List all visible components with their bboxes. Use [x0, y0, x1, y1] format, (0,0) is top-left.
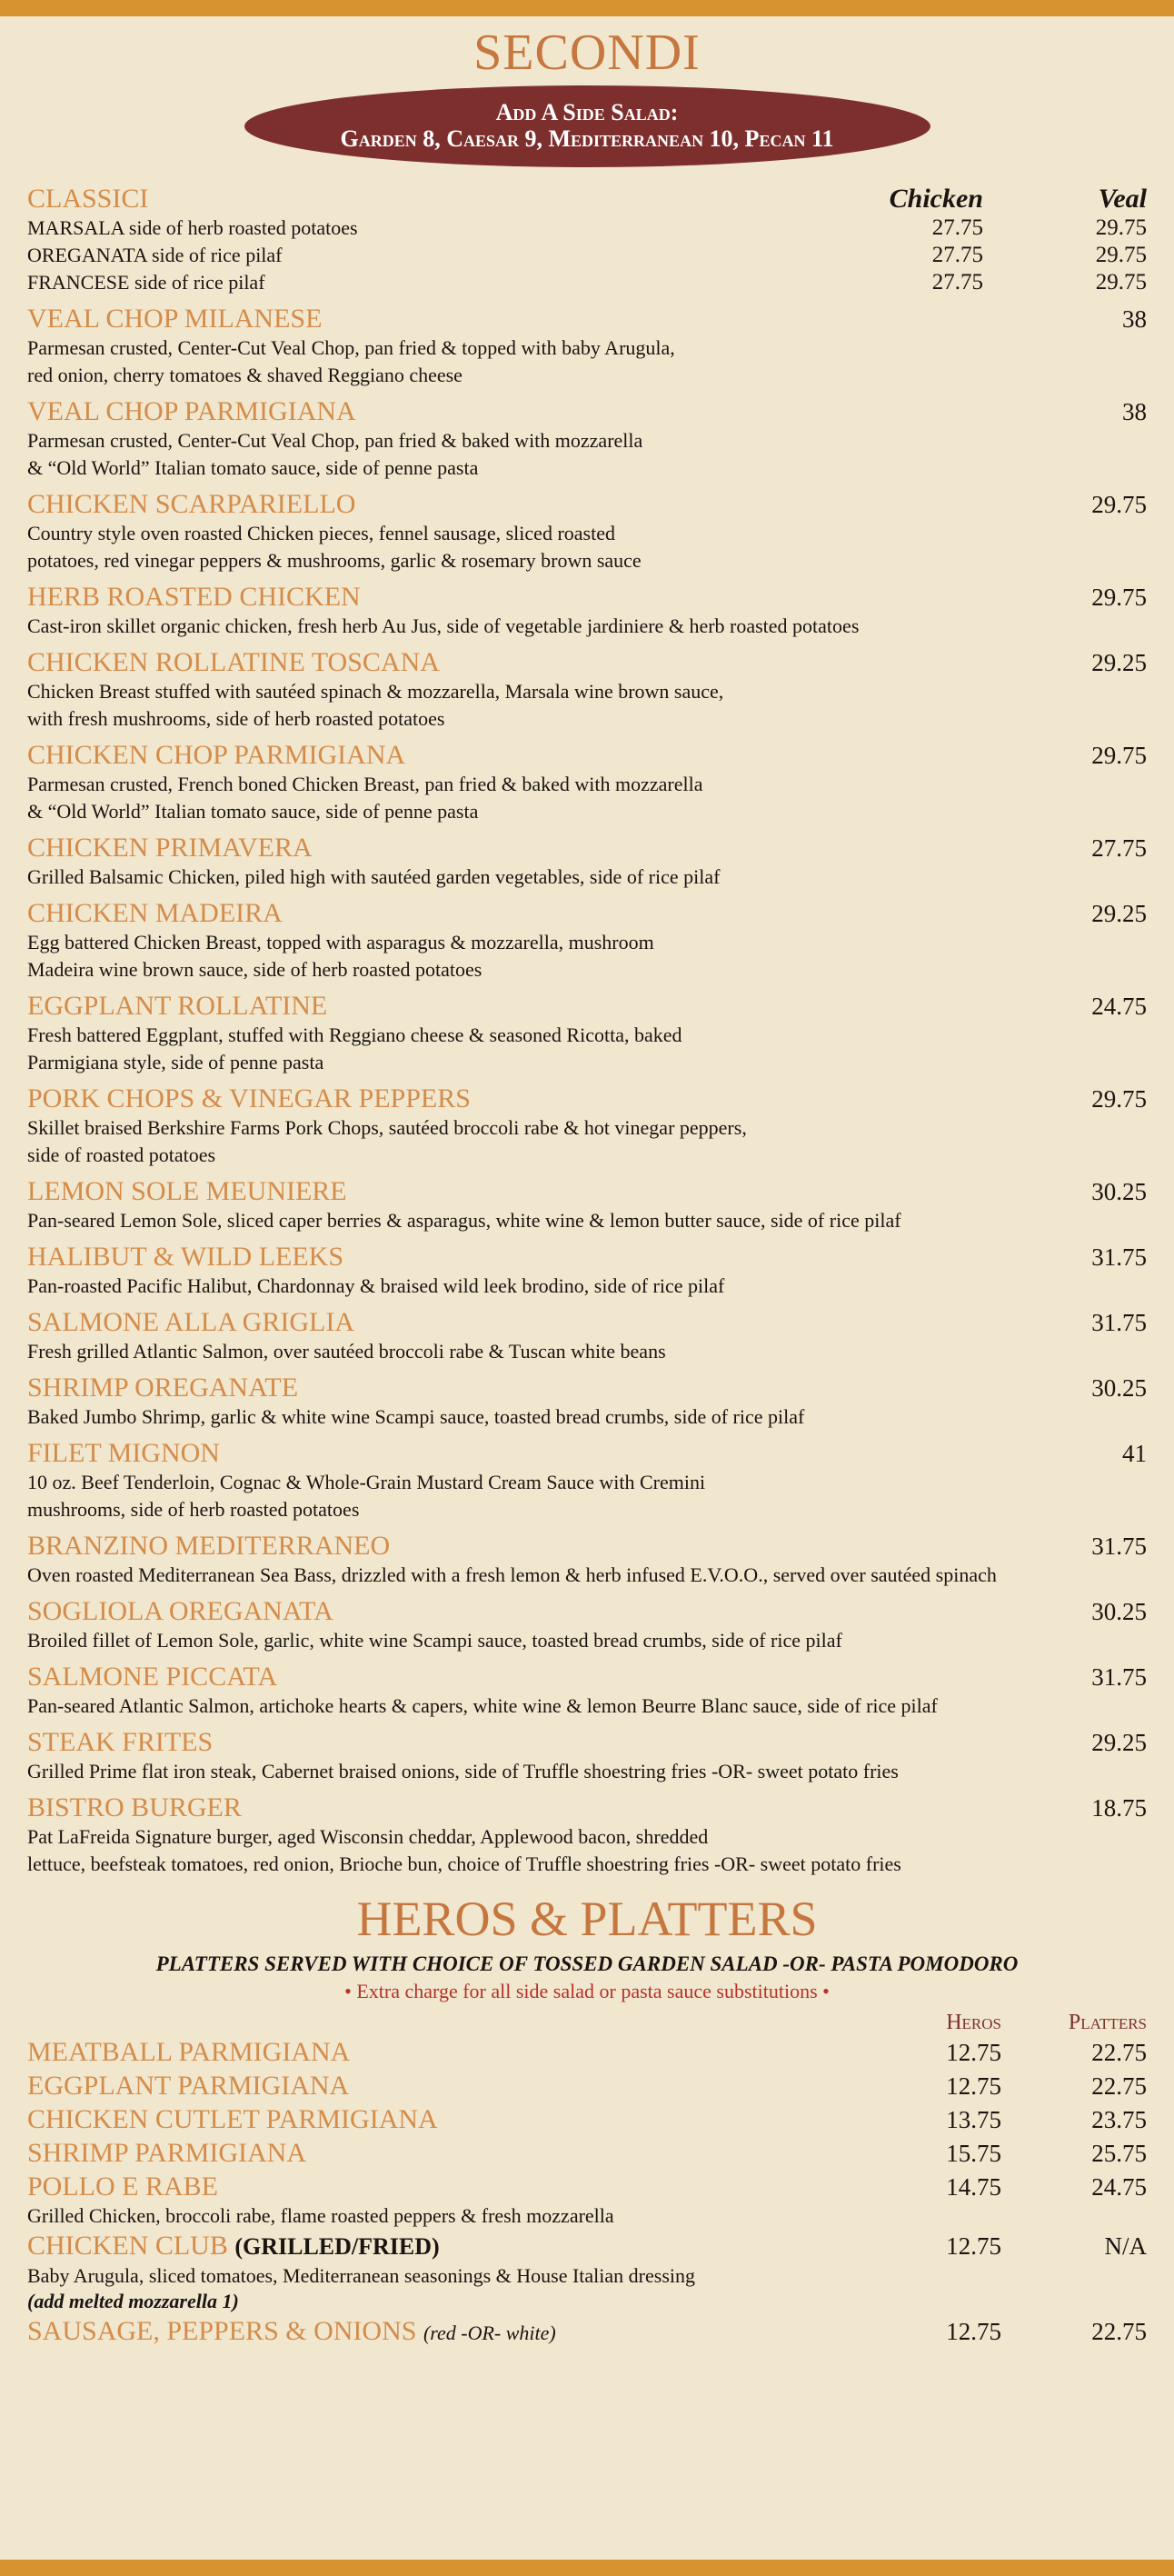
classici-row: [27, 215, 1147, 242]
top-band: [0, 0, 1174, 16]
menu-item-description: Pat LaFreida Signature burger, aged Wisconsin cheddar, Applewood bacon, shredded: [27, 1825, 709, 1848]
menu-item-description: Madeira wine brown sauce, side of herb roasted potatoes: [27, 958, 483, 981]
classici-row-name: OREGANATA side of rice pilaf: [27, 244, 283, 266]
menu-item: [27, 1242, 1147, 1300]
menu-item-name: SALMONE ALLA GRIGLIA: [27, 1307, 354, 1337]
veal-column-header: Veal: [1098, 184, 1147, 214]
menu-item-body: [27, 1727, 1038, 1785]
menu-item-name: VEAL CHOP PARMIGIANA: [27, 396, 356, 426]
menu-item-body: [27, 1083, 1038, 1169]
hero-row: [27, 2035, 1147, 2069]
menu-item-name: LEMON SOLE MEUNIERE: [27, 1176, 347, 1206]
menu-item-body: [27, 1307, 1038, 1365]
veal-price: 29.75: [1095, 215, 1147, 240]
menu-item-name: CHICKEN PRIMAVERA: [27, 833, 313, 863]
menu-item-description: Parmesan crusted, French boned Chicken Breast, pan fried & baked with mozzarella: [27, 773, 703, 795]
menu-item-description: with fresh mushrooms, side of herb roasted potatoes: [27, 707, 445, 730]
heros-section-title: HEROS & PLATTERS: [356, 1892, 818, 1946]
menu-item: [27, 1176, 1147, 1234]
menu-item-body: [27, 1176, 1038, 1234]
chicken-price: 27.75: [931, 270, 983, 295]
heros-list: [27, 2035, 1147, 2350]
menu-item: [27, 1083, 1147, 1169]
menu-item-name: CHICKEN ROLLATINE TOSCANA: [27, 647, 440, 677]
menu-item-body: [27, 1596, 1038, 1654]
platter-price: 22.75: [1091, 2039, 1147, 2066]
menu-item: [27, 304, 1147, 389]
menu-item-price: 24.75: [1091, 993, 1147, 1020]
menu-items-list: [27, 304, 1147, 1878]
bottom-band: [0, 2560, 1174, 2576]
hero-row-sausage: [27, 2314, 1147, 2350]
menu-page: [27, 16, 1147, 2350]
platter-price: 24.75: [1091, 2173, 1147, 2201]
menu-item-name: CHICKEN MADEIRA: [27, 898, 283, 928]
chicken-column-header: Chicken: [889, 184, 983, 214]
menu-item-description: Pan-roasted Pacific Halibut, Chardonnay & braised wild leek brodino, side of rice pilaf: [27, 1274, 725, 1297]
menu-item-price: 29.25: [1091, 900, 1147, 927]
menu-item-body: [27, 304, 1038, 389]
menu-item-description: mushrooms, side of herb roasted potatoes: [27, 1498, 360, 1521]
menu-item-description: Fresh grilled Atlantic Salmon, over sautéed broccoli rabe & Tuscan white beans: [27, 1340, 666, 1363]
veal-price: 29.75: [1095, 270, 1147, 295]
menu-item-body: [27, 1662, 1038, 1720]
menu-item: [27, 1727, 1147, 1785]
menu-item-name: HALIBUT & WILD LEEKS: [27, 1242, 344, 1272]
menu-item-description: Chicken Breast stuffed with sautéed spinach & mozzarella, Marsala wine brown sauce,: [27, 680, 724, 703]
classici-heading: CLASSICI: [27, 184, 149, 214]
menu-item: [27, 1792, 1147, 1878]
menu-item-price: 38: [1122, 398, 1147, 425]
hero-price: 15.75: [946, 2140, 1001, 2167]
platters-note: PLATTERS SERVED WITH CHOICE OF TOSSED GARDEN SALAD -OR- PASTA POMODORO: [155, 1952, 1019, 1975]
chicken-club-addon: (add melted mozzarella 1): [27, 2290, 239, 2312]
classici-row: [27, 242, 1147, 269]
hero-row: [27, 2170, 1147, 2203]
menu-item-price: 31.75: [1091, 1663, 1147, 1691]
menu-item-description: Skillet braised Berkshire Farms Pork Chops, sautéed broccoli rabe & hot vinegar peppers,: [27, 1116, 747, 1139]
menu-item: [27, 1662, 1147, 1720]
sausage-name: SAUSAGE, PEPPERS & ONIONS: [27, 2316, 417, 2346]
menu-item-description: Cast-iron skillet organic chicken, fresh herb Au Jus, side of vegetable jardiniere & herb roasted potatoes: [27, 614, 860, 637]
menu-item: [27, 1307, 1147, 1365]
menu-item-description: Country style oven roasted Chicken pieces, fennel sausage, sliced roasted: [27, 522, 615, 544]
veal-price: 29.75: [1095, 243, 1147, 267]
menu-item-description: Grilled Prime flat iron steak, Cabernet braised onions, side of Truffle shoestring fries -OR- sweet potato fries: [27, 1760, 899, 1782]
hero-row-chicken-club: [27, 2229, 1147, 2263]
menu-item-body: [27, 489, 1038, 574]
classici-row: [27, 269, 1147, 296]
menu-item-description: potatoes, red vinegar peppers & mushrooms, garlic & rosemary brown sauce: [27, 549, 642, 572]
substitution-note: • Extra charge for all side salad or pasta sauce substitutions •: [344, 1980, 830, 2002]
side-salad-heading: Add A Side Salad:: [495, 99, 679, 125]
menu-item-name: BRANZINO MEDITERRANEO: [27, 1531, 391, 1561]
hero-price: 12.75: [946, 2232, 1001, 2260]
menu-item-name: EGGPLANT ROLLATINE: [27, 991, 328, 1021]
menu-item-name: VEAL CHOP MILANESE: [27, 304, 323, 334]
menu-item-name: BISTRO BURGER: [27, 1792, 242, 1822]
menu-item-description: Pan-seared Lemon Sole, sliced caper berries & asparagus, white wine & lemon butter sauce, side of rice pilaf: [27, 1209, 901, 1232]
hero-price: 13.75: [946, 2106, 1001, 2133]
hero-name: EGGPLANT PARMIGIANA: [27, 2071, 350, 2101]
hero-name: [27, 2314, 910, 2350]
heros-column-header: Heros: [946, 2011, 1001, 2034]
chicken-club-name: CHICKEN CLUB: [27, 2231, 228, 2261]
menu-item-price: 29.75: [1091, 491, 1147, 518]
menu-item-price: 29.75: [1091, 1085, 1147, 1113]
menu-item-price: 38: [1122, 305, 1147, 333]
menu-item: [27, 991, 1147, 1076]
chicken-price: 27.75: [931, 243, 983, 267]
menu-item-description: & “Old World” Italian tomato sauce, side of penne pasta: [27, 456, 479, 479]
menu-item-body: [27, 1438, 1038, 1523]
menu-item-description: Pan-seared Atlantic Salmon, artichoke hearts & capers, white wine & lemon Beurre Blanc sauce, side of rice pilaf: [27, 1694, 938, 1717]
menu-item-description: Oven roasted Mediterranean Sea Bass, drizzled with a fresh lemon & herb infused E.V.O.O., served over sautéed spinach: [27, 1563, 997, 1586]
hero-price: 12.75: [946, 2318, 1001, 2345]
menu-item: [27, 1373, 1147, 1431]
hero-name: [27, 2229, 910, 2263]
menu-item-description: red onion, cherry tomatoes & shaved Reggiano cheese: [27, 364, 463, 386]
menu-item-body: [27, 740, 1038, 825]
menu-item-description: side of roasted potatoes: [27, 1143, 216, 1166]
menu-item-price: 41: [1122, 1440, 1147, 1467]
platter-price: N/A: [1104, 2232, 1147, 2260]
hero-price: 14.75: [946, 2173, 1001, 2201]
menu-item-body: [27, 1531, 1038, 1589]
side-salad-banner: [244, 85, 930, 167]
menu-item-price: 30.25: [1091, 1598, 1147, 1625]
menu-item-description: Parmigiana style, side of penne pasta: [27, 1051, 324, 1073]
menu-item-description: 10 oz. Beef Tenderloin, Cognac & Whole-Grain Mustard Cream Sauce with Cremini: [27, 1471, 706, 1493]
menu-item: [27, 1531, 1147, 1589]
menu-item-body: [27, 898, 1038, 983]
menu-item-price: 30.25: [1091, 1374, 1147, 1402]
menu-item: [27, 1438, 1147, 1523]
platter-price: 23.75: [1091, 2106, 1147, 2133]
menu-item-name: SALMONE PICCATA: [27, 1662, 278, 1692]
sausage-suffix: (red -OR- white): [423, 2321, 556, 2344]
menu-item: [27, 647, 1147, 733]
menu-item-body: [27, 396, 1038, 482]
menu-item-body: [27, 1792, 1038, 1878]
menu-item-name: PORK CHOPS & VINEGAR PEPPERS: [27, 1083, 471, 1113]
menu-item: [27, 833, 1147, 891]
hero-row: [27, 2136, 1147, 2170]
page-title: SECONDI: [473, 25, 701, 81]
platters-column-header: Platters: [1068, 2011, 1147, 2034]
menu-item-price: 31.75: [1091, 1243, 1147, 1271]
menu-item: [27, 1596, 1147, 1654]
menu-item-name: SHRIMP OREGANATE: [27, 1373, 299, 1403]
menu-item-description: Parmesan crusted, Center-Cut Veal Chop, pan fried & baked with mozzarella: [27, 429, 643, 452]
menu-item-price: 29.75: [1091, 742, 1147, 769]
menu-item-description: & “Old World” Italian tomato sauce, side of penne pasta: [27, 800, 479, 823]
menu-item: [27, 898, 1147, 983]
chicken-price: 27.75: [931, 215, 983, 240]
menu-item-price: 29.25: [1091, 649, 1147, 676]
menu-item-description: Egg battered Chicken Breast, topped with asparagus & mozzarella, mushroom: [27, 931, 654, 954]
hero-price: 12.75: [946, 2072, 1001, 2100]
menu-item-price: 31.75: [1091, 1309, 1147, 1336]
menu-item-description: Parmesan crusted, Center-Cut Veal Chop, pan fried & topped with baby Arugula,: [27, 336, 675, 359]
menu-item-name: HERB ROASTED CHICKEN: [27, 582, 361, 612]
menu-item-body: [27, 582, 1038, 640]
menu-item-description: Fresh battered Eggplant, stuffed with Reggiano cheese & seasoned Ricotta, baked: [27, 1023, 682, 1046]
menu-item-name: SOGLIOLA OREGANATA: [27, 1596, 333, 1626]
hero-name: POLLO E RABE: [27, 2172, 218, 2202]
hero-name: CHICKEN CUTLET PARMIGIANA: [27, 2104, 438, 2134]
platter-price: 25.75: [1091, 2140, 1147, 2167]
platter-price: 22.75: [1091, 2318, 1147, 2345]
menu-item-price: 27.75: [1091, 834, 1147, 862]
hero-price: 12.75: [946, 2039, 1001, 2066]
menu-item-name: STEAK FRITES: [27, 1727, 214, 1757]
classici-row-name: FRANCESE side of rice pilaf: [27, 271, 265, 294]
menu-item-description: Grilled Balsamic Chicken, piled high with sautéed garden vegetables, side of rice pilaf: [27, 865, 721, 888]
menu-item-name: CHICKEN CHOP PARMIGIANA: [27, 740, 406, 770]
heros-platters-header: [27, 2011, 1147, 2035]
menu-item-description: Baked Jumbo Shrimp, garlic & white wine Scampi sauce, toasted bread crumbs, side of rice pilaf: [27, 1405, 805, 1428]
menu-item: [27, 582, 1147, 640]
menu-item: [27, 740, 1147, 825]
hero-name: SHRIMP PARMIGIANA: [27, 2138, 307, 2168]
pollo-description: Grilled Chicken, broccoli rabe, flame roasted peppers & fresh mozzarella: [27, 2204, 614, 2227]
menu-item-description: Broiled fillet of Lemon Sole, garlic, white wine Scampi sauce, toasted bread crumbs, side of rice pilaf: [27, 1629, 842, 1652]
side-salad-options: Garden 8, Caesar 9, Mediterranean 10, Pecan 11: [340, 125, 834, 152]
menu-item-price: 30.25: [1091, 1178, 1147, 1205]
menu-item: [27, 396, 1147, 482]
menu-item-body: [27, 833, 1038, 891]
menu-item-body: [27, 1373, 1038, 1431]
classici-section: [27, 184, 1147, 296]
hero-row: [27, 2069, 1147, 2102]
menu-item-price: 18.75: [1091, 1794, 1147, 1822]
chicken-club-description: Baby Arugula, sliced tomatoes, Mediterranean seasonings & House Italian dressing: [27, 2264, 695, 2287]
menu-item-price: 29.75: [1091, 584, 1147, 611]
classici-row-name: MARSALA side of herb roasted potatoes: [27, 216, 358, 239]
platter-price: 22.75: [1091, 2072, 1147, 2100]
menu-item-price: 29.25: [1091, 1729, 1147, 1756]
menu-item-body: [27, 1242, 1038, 1300]
menu-item-price: 31.75: [1091, 1533, 1147, 1560]
menu-item-name: FILET MIGNON: [27, 1438, 220, 1468]
hero-row: [27, 2102, 1147, 2136]
menu-item-body: [27, 991, 1038, 1076]
menu-item-body: [27, 647, 1038, 733]
menu-item-name: CHICKEN SCARPARIELLO: [27, 489, 356, 519]
chicken-club-suffix: (GRILLED/FRIED): [234, 2233, 440, 2260]
menu-item: [27, 489, 1147, 574]
hero-name: MEATBALL PARMIGIANA: [27, 2037, 351, 2067]
menu-item-description: lettuce, beefsteak tomatoes, red onion, Brioche bun, choice of Truffle shoestring fries -OR- sweet potato fries: [27, 1852, 901, 1875]
